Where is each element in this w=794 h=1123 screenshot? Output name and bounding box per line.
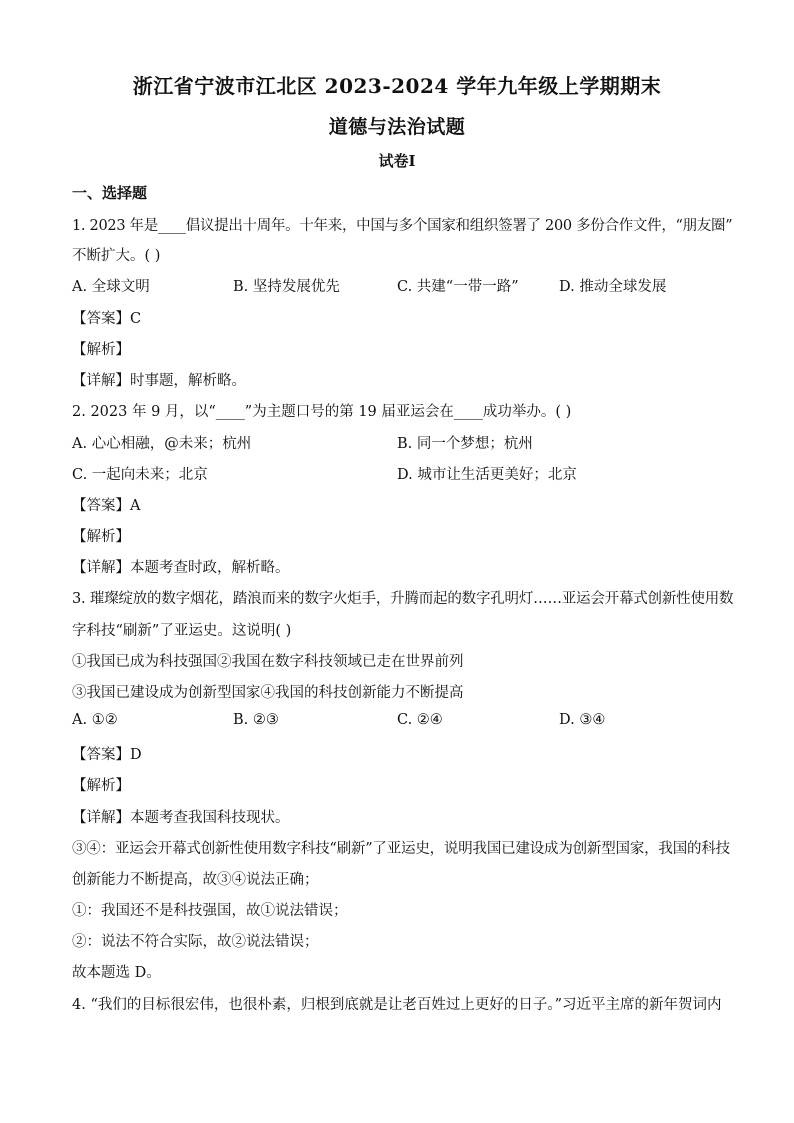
- q1-option-a: A. 全球文明: [72, 279, 150, 295]
- q3-stem-line1: 3. 璀璨绽放的数字烟花，踏浪而来的数字火炬手，升腾而起的数字孔明灯……亚运会开幕式创新性使用数: [72, 591, 734, 607]
- q2-option-c: C. 一起向未来；北京: [72, 467, 208, 483]
- q1-stem-line1: 1. 2023 年是____倡议提出十周年。十年来，中国与多个国家和组织签署了 200 多份合作文件，“朋友圈”: [72, 218, 733, 234]
- q1-option-d: D. 推动全球发展: [559, 279, 667, 295]
- q3-conclusion: 故本题选 D。: [72, 965, 161, 981]
- q4-stem-line1: 4. “我们的目标很宏伟，也很朴素，归根到底就是让老百姓过上更好的日子。”习近平主席的新年贺词内: [72, 997, 722, 1013]
- q2-option-b: B. 同一个梦想；杭州: [397, 436, 533, 452]
- q1-option-c: C. 共建“一带一路”: [397, 279, 519, 295]
- q3-explanation-line2: 创新能力不断提高，故③④说法正确；: [72, 872, 319, 888]
- section-heading: 一、选择题: [72, 184, 148, 202]
- q2-stem-line1: 2. 2023 年 9 月，以“____”为主题口号的第 19 届亚运会在____成功举办。( ): [72, 404, 572, 420]
- q3-answer: 【答案】D: [72, 747, 142, 763]
- exam-subject: 道德与法治试题: [328, 116, 466, 138]
- q2-analysis: 【解析】: [72, 529, 130, 545]
- q3-option-a: A. ①②: [72, 712, 118, 728]
- q2-option-a: A. 心心相融，@未来；杭州: [72, 436, 252, 452]
- q2-answer: 【答案】A: [72, 498, 141, 514]
- q3-option-c: C. ②④: [397, 712, 443, 728]
- q3-explanation-line3: ①：我国还不是科技强国，故①说法错误；: [72, 903, 348, 919]
- q1-answer: 【答案】C: [72, 311, 142, 327]
- q1-analysis: 【解析】: [72, 342, 130, 358]
- q1-stem-line2: 不断扩大。( ): [72, 248, 161, 264]
- q3-stem-line2: 字科技“刷新”了亚运史。这说明( ): [72, 623, 292, 639]
- exam-title: 浙江省宁波市江北区 2023-2024 学年九年级上学期期末: [132, 74, 662, 98]
- q3-detail: 【详解】本题考查我国科技现状。: [72, 810, 290, 826]
- q2-detail: 【详解】本题考查时政，解析略。: [72, 560, 290, 576]
- q2-option-d: D. 城市让生活更美好；北京: [397, 467, 577, 483]
- exam-volume: 试卷Ⅰ: [378, 152, 416, 170]
- q3-explanation-line1: ③④：亚运会开幕式创新性使用数字科技“刷新”了亚运史，说明我国已建设成为创新型国家，我国的科技: [72, 841, 730, 857]
- q3-option-b: B. ②③: [233, 712, 279, 728]
- q1-option-b: B. 坚持发展优先: [233, 279, 340, 295]
- q3-analysis: 【解析】: [72, 778, 130, 794]
- q1-detail: 【详解】时事题，解析略。: [72, 373, 246, 389]
- q3-statement-1-2: ①我国已成为科技强国②我国在数字科技领域已走在世界前列: [72, 654, 464, 670]
- q3-explanation-line4: ②：说法不符合实际，故②说法错误；: [72, 934, 319, 950]
- q3-option-d: D. ③④: [559, 712, 606, 728]
- q3-statement-3-4: ③我国已建设成为创新型国家④我国的科技创新能力不断提高: [72, 685, 464, 701]
